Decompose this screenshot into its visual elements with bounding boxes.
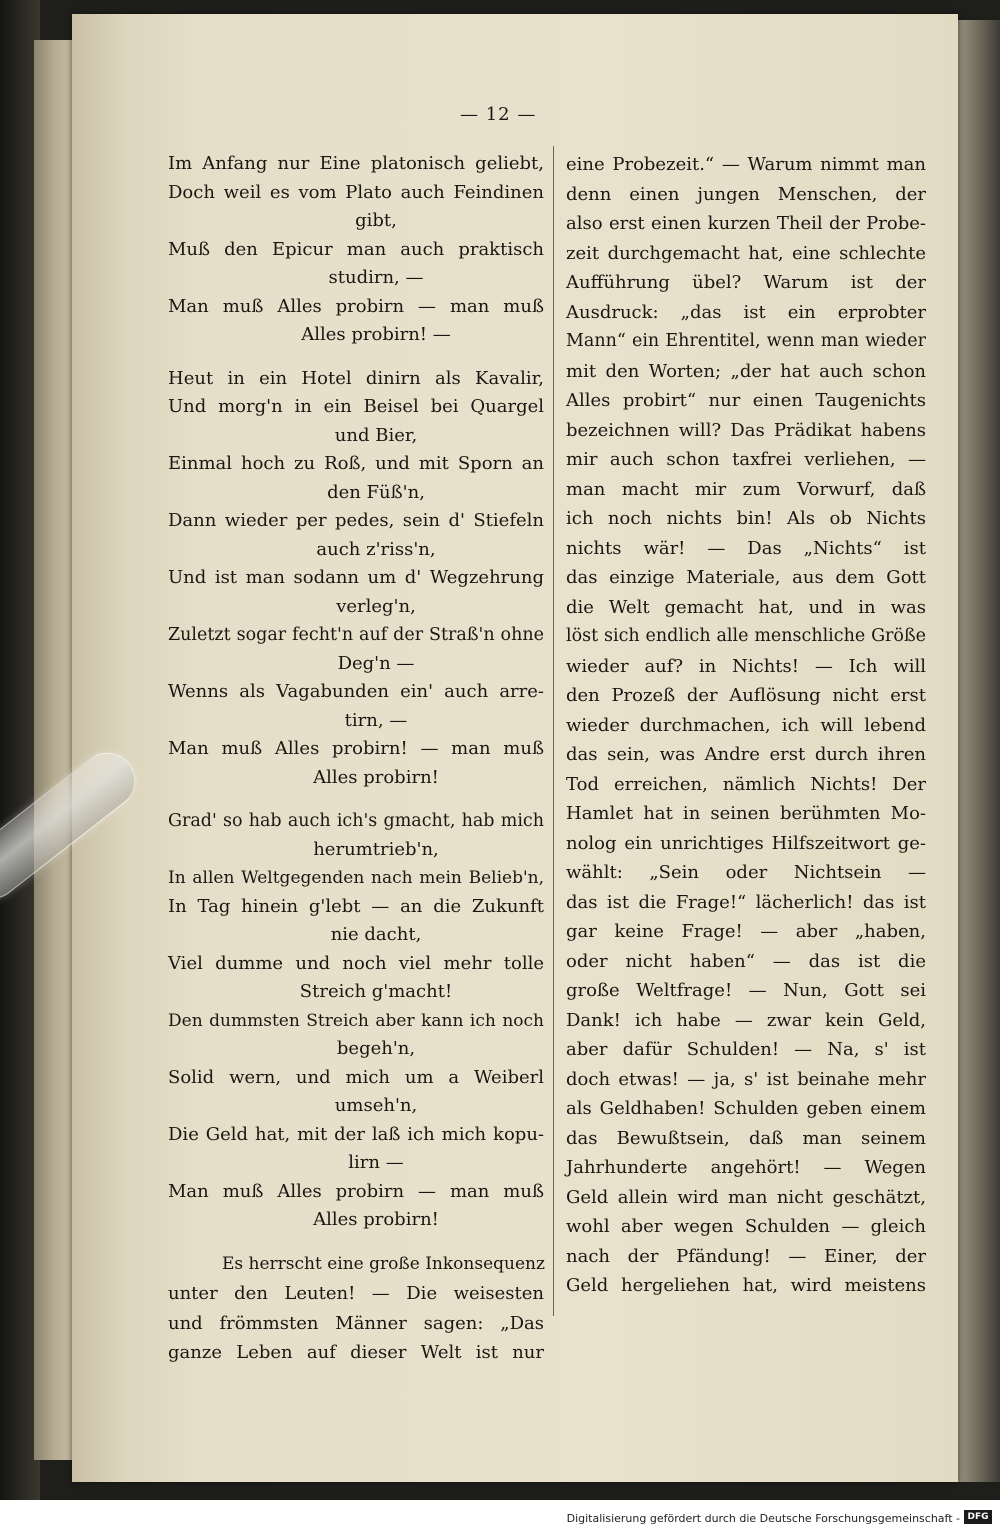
prose-line: das Bewußtsein, daß man seinem (566, 1127, 926, 1149)
verse-line: verleg'n, (336, 595, 416, 617)
dfg-logo: DFG (964, 1510, 992, 1524)
prose-line: Tod erreichen, nämlich Nichts! Der (566, 773, 926, 795)
prose-line: bezeichnen will? Das Prädikat habens (566, 419, 926, 441)
prose-line: eine Probezeit.“ — Warum nimmt man (566, 154, 926, 175)
verse-line: umseh'n, (334, 1095, 418, 1116)
prose-line: mir auch schon taxfrei verliehen, — (566, 449, 926, 470)
prose-line: Alles probirt“ nur einen Taugenichts (566, 390, 926, 411)
verse-line: Wenns als Vagabunden ein' auch arre- (168, 681, 544, 702)
right-column (566, 150, 926, 1301)
prose-line: als Geldhaben! Schulden geben einem (566, 1098, 926, 1119)
verse-line: Alles probirn! (313, 1209, 439, 1230)
verse-line: Solid wern, und mich um a Weiberl (168, 1066, 544, 1088)
prose-line: das ist die Frage!“ lächerlich! das ist (566, 891, 926, 913)
verse-line: Den dummsten Streich aber kann ich noch (168, 1010, 544, 1031)
prose-line: die Welt gemacht hat, und in was (566, 596, 926, 618)
prose-line: Aufführung übel? Warum ist der (566, 272, 926, 293)
verse-line: Streich g'macht! (299, 981, 453, 1002)
verse-stanza (168, 150, 544, 350)
verse-line: den Füß'n, (327, 481, 425, 503)
verse-line: Deg'n — (337, 652, 415, 674)
verse-line: gibt, (355, 210, 397, 231)
page-number: — 12 — (460, 104, 537, 125)
prose-line: und frömmsten Männer sagen: „Das (168, 1312, 544, 1334)
verse-line: Einmal hoch zu Roß, und mit Sporn an (168, 453, 544, 474)
prose-line: denn einen jungen Menschen, der (566, 183, 926, 205)
prose-line: wieder auf? in Nichts! — Ich will (566, 655, 926, 677)
verse-line: In allen Weltgegenden nach mein Belieb'n, (168, 868, 544, 888)
prose-line: mit den Worten; „der hat auch schon (566, 360, 926, 382)
verse-stanza (168, 807, 544, 1235)
prose-line: löst sich endlich alle menschliche Größe (566, 626, 926, 646)
verse-line: Dann wieder per pedes, sein d' Stiefeln (168, 510, 544, 531)
verse-line: Zuletzt sogar fecht'n auf der Straß'n ohne (168, 625, 544, 645)
prose-line: Dank! ich habe — zwar kein Geld, (566, 1009, 926, 1031)
prose-line: zeit durchgemacht hat, eine schlechte (566, 242, 926, 264)
prose-line: große Weltfrage! — Nun, Gott sei (566, 980, 926, 1001)
verse-line: Alles probirn! (313, 766, 439, 788)
prose-line: nichts wär! — Das „Nichts“ ist (566, 537, 926, 559)
verse-line: Viel dumme und noch viel mehr tolle (168, 952, 544, 974)
verse-line: Man muß Alles probirn! — man muß (168, 738, 544, 759)
verse-line: Und morg'n in ein Beisel bei Quargel (168, 396, 544, 417)
prose-line: wieder durchmachen, ich will lebend (566, 714, 926, 736)
verse-line: Man muß Alles probirn — man muß (168, 1180, 544, 1202)
prose-line: Geld hergeliehen hat, wird meistens (566, 1275, 926, 1296)
verse-line: auch z'riss'n, (316, 538, 436, 560)
verse-line: Alles probirn! — (301, 324, 451, 345)
prose-line: ganze Leben auf dieser Welt ist nur (168, 1342, 544, 1363)
prose-line: oder nicht haben“ — das ist die (566, 950, 926, 972)
verse-line: studirn, — (328, 267, 424, 288)
verse-line: tirn, — (344, 709, 408, 731)
prose-line: gar keine Frage! — aber „haben, (566, 921, 926, 942)
verse-line: herumtrieb'n, (313, 838, 439, 860)
prose-line: Es herrscht eine große Inkonsequenz (222, 1253, 545, 1274)
prose-line: den Prozeß der Auflösung nicht erst (566, 685, 926, 706)
verse-line: Muß den Epicur man auch praktisch (168, 238, 544, 260)
verse-stanza (168, 365, 544, 793)
verse-line: lirn — (348, 1152, 404, 1173)
verse-line: nie dacht, (330, 924, 422, 945)
prose-line: ich noch nichts bin! Als ob Nichts (566, 508, 926, 529)
prose-line: doch etwas! — ja, s' ist beinahe mehr (566, 1068, 926, 1090)
column-divider (553, 146, 554, 1316)
verse-line: Die Geld hat, mit der laß ich mich kopu- (168, 1123, 544, 1145)
prose-paragraph (168, 1250, 544, 1368)
prose-line: Jahrhunderte angehört! — Wegen (566, 1157, 926, 1178)
prose-line: nolog ein unrichtiges Hilfszeitwort ge- (566, 832, 926, 854)
prose-line: Geld allein wird man nicht geschätzt, (566, 1186, 926, 1208)
verse-line: Heut in ein Hotel dinirn als Kavalir, (168, 367, 544, 389)
prose-line: Ausdruck: „das ist ein erprobter (566, 301, 926, 323)
verse-line: Man muß Alles probirn — man muß (168, 295, 544, 317)
prose-line: nach der Pfändung! — Einer, der (566, 1245, 926, 1267)
prose-line: das sein, was Andre erst durch ihren (566, 744, 926, 765)
prose-line: aber dafür Schulden! — Na, s' ist (566, 1039, 926, 1060)
verse-line: begeh'n, (336, 1038, 416, 1059)
verse-line: Doch weil es vom Plato auch Feindinen (168, 181, 544, 203)
prose-line: das einzige Materiale, aus dem Gott (566, 567, 926, 588)
prose-line: wohl aber wegen Schulden — gleich (566, 1216, 926, 1237)
prose-line: also erst einen kurzen Theil der Probe- (566, 213, 926, 234)
verse-line: Im Anfang nur Eine platonisch geliebt, (168, 153, 544, 174)
verse-line: Und ist man sodann um d' Wegzehrung (168, 567, 544, 588)
prose-line: unter den Leuten! — Die weisesten (168, 1283, 544, 1304)
prose-line: man macht mir zum Vorwurf, daß (566, 478, 926, 500)
verse-line: und Bier, (334, 424, 418, 446)
digitization-credit: Digitalisierung gefördert durch die Deutsche Forschungsgemeinschaft - (566, 1512, 960, 1525)
book-edge-right (958, 20, 1000, 1482)
verse-line: Grad' so hab auch ich's gmacht, hab mich (168, 811, 544, 831)
verse-line: In Tag hinein g'lebt — an die Zukunft (168, 895, 544, 917)
left-column (168, 150, 544, 1368)
prose-line: wählt: „Sein oder Nichtsein — (566, 862, 926, 883)
page-stack-edge (34, 40, 74, 1460)
prose-line: Mann“ ein Ehrentitel, wenn man wieder (566, 331, 926, 351)
prose-line: Hamlet hat in seinen berühmten Mo- (566, 803, 926, 824)
